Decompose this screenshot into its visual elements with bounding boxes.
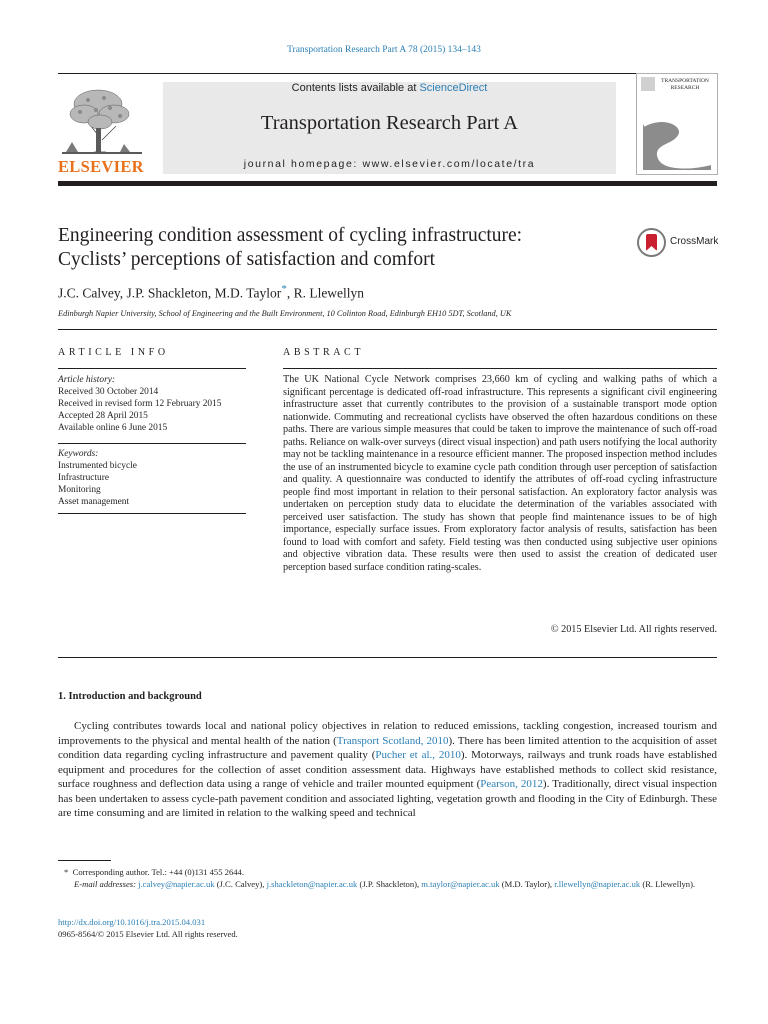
cover-emblem-icon [641,77,655,91]
cover-road-icon [643,102,711,170]
keyword-item: Monitoring [58,485,101,495]
corresponding-footnote [58,866,717,878]
contents-prefix: Contents lists available at [291,82,420,94]
elsevier-wordmark: ELSEVIER [58,157,144,176]
citation-link[interactable]: Transport Scotland, 2010 [336,734,449,747]
crossmark-badge[interactable] [637,228,727,258]
article-info-heading: ARTICLE INFO [58,347,169,358]
section-heading-intro: 1. Introduction and background [58,691,202,702]
intro-text-a: Cycling contributes towards local and national policy objectives in relation to reduced emissions, tackling congestion, increased tourism and improvements to the physical and mental health of the nation ( [58,720,717,747]
email-owner: (R. Llewellyn). [640,879,696,889]
history-revised: Received in revised form 12 February 2015 [58,399,222,409]
sciencedirect-link[interactable]: ScienceDirect [419,82,488,94]
cover-title-line1: TRANSPORTATION [661,78,709,84]
email-link[interactable]: j.calvey@napier.ac.uk [138,879,215,889]
title-bottom-rule [58,329,717,330]
email-link[interactable]: r.llewellyn@napier.ac.uk [554,879,641,889]
email-link[interactable]: j.shackleton@napier.ac.uk [266,879,358,889]
abstract-body: The UK National Cycle Network comprises 23,660 km of cycling and walking paths of which a significant percentage is dedicated off-road infrastructure. This represents a significant civil engineering infrastructure asset that currently contributes to the provision of a sustainable transport mode option nationwide. Commuting and recreational cyclists have observed the often hazardous conditions on these paths. There are various simple measures that could be taken to improve the maintenance of such off-road paths. Reliance on walk-over surveys (direct visual inspection) and path users notifying the local authority may not be tackling maintenance in a resource efficient manner. The proposed inspection method includes the use of an instrumented bicycle to examine cycle path condition through user perception of satisfaction and quality. A questionnaire was conducted to identify the attributes of off-road cycling infrastructure people find most important in relation to their personal satisfaction. An exploratory factor analysis was undertaken on perception study data to elucidate the determination of the variables associated with perceived user satisfaction. The study has shown that people find maintenance issues to be of high importance, especially surface issues. From exploratory factor analysis of results, satisfaction has been found to load with comfort and safety. Field testing was then conducted using subjective user opinions and objective vibration data. These results were then used to assist the creation of dedicated user perception based surface condition rating-scales. [283,374,717,573]
keyword-item: Infrastructure [58,473,110,483]
footnote-rule [58,860,111,861]
elsevier-logo [58,80,148,174]
journal-header-box [163,82,616,174]
keyword-item: Asset management [58,497,130,507]
keywords-label: Keywords: [58,449,99,459]
article-info-rule [58,368,246,369]
email-owner: (J.C. Calvey), [214,879,267,889]
email-footnote [58,878,717,890]
journal-cover [636,73,718,175]
footnotes [58,866,717,890]
history-accepted: Accepted 28 April 2015 [58,411,148,421]
doi-block [58,916,238,940]
keywords [58,448,246,508]
history-online: Available online 6 June 2015 [58,423,168,433]
footnote-marker: * [64,867,69,877]
citation-link[interactable]: Pucher et al., 2010 [375,749,461,761]
keyword-item: Instrumented bicycle [58,461,137,471]
history-received: Received 30 October 2014 [58,387,159,397]
intro-paragraph [58,719,717,821]
keywords-rule [58,443,246,444]
doi-link[interactable]: http://dx.doi.org/10.1016/j.tra.2015.04.031 [58,917,206,927]
authors-last: , R. Llewellyn [286,285,365,301]
abstract-bottom-rule [58,657,717,658]
crossmark-icon [637,228,666,257]
paper-title [58,224,618,272]
abstract-rule [283,368,717,369]
header-bottom-rule [58,181,717,186]
email-owner: (J.P. Shackleton), [357,879,422,889]
issn-line: 0965-8564/© 2015 Elsevier Ltd. All rights reserved. [58,929,238,939]
citation-link[interactable]: Pearson, 2012 [480,778,543,790]
header-top-rule [58,73,717,74]
journal-title: Transportation Research Part A [260,112,519,134]
corresponding-text: Corresponding author. Tel.: +44 (0)131 455 2644. [72,867,245,877]
intro-text-c: ). Motorways, railways and trunk roads have established equipment and procedures for the collection of asset condition assessment data. Highways have established methods to collect skid resistance, surface roughness and deflection data using a range of vehicle and trailer mounted equipment ( [58,749,717,790]
crossmark-label: CrossMark [670,236,719,247]
paper-title-line2: Cyclists’ perceptions of satisfaction and comfort [58,249,436,270]
cover-title [655,78,715,91]
journal-homepage[interactable]: journal homepage: www.elsevier.com/locate/tra [243,158,536,170]
corresponding-author-marker[interactable]: * [281,283,287,295]
intro-text-b: ). There has been limited attention to the acquisition of asset condition data regarding cycling infrastructure and pavement quality ( [58,734,717,761]
history-label: Article history: [58,375,116,385]
email-owner: (M.D. Taylor), [499,879,555,889]
email-label: E-mail addresses: [74,879,136,889]
journal-citation[interactable]: Transportation Research Part A 78 (2015) 134–143 [287,45,481,55]
cover-title-line2: RESEARCH [670,84,700,91]
affiliation: Edinburgh Napier University, School of Engineering and the Built Environment, 10 Colinton Road, Edinburgh EH10 5DT, Scotland, UK [58,309,512,318]
paper-title-line1: Engineering condition assessment of cycling infrastructure: [58,225,523,246]
author-list [58,283,364,302]
abstract-heading: ABSTRACT [283,347,365,358]
intro-text-d: ). Traditionally, direct visual inspection has been undertaken to assess cycle-path pavement condition and associated lighting, vegetation growth and flooding in the City of Edinburgh. These are time consuming and are limited in relation to the walking speed and technical [58,778,718,819]
contents-line [163,82,616,94]
keywords-bottom-rule [58,513,246,514]
article-history [58,374,246,434]
abstract-copyright: © 2015 Elsevier Ltd. All rights reserved. [550,624,717,635]
email-link[interactable]: m.taylor@napier.ac.uk [421,879,500,889]
authors-main: J.C. Calvey, J.P. Shackleton, M.D. Taylor [58,285,282,301]
